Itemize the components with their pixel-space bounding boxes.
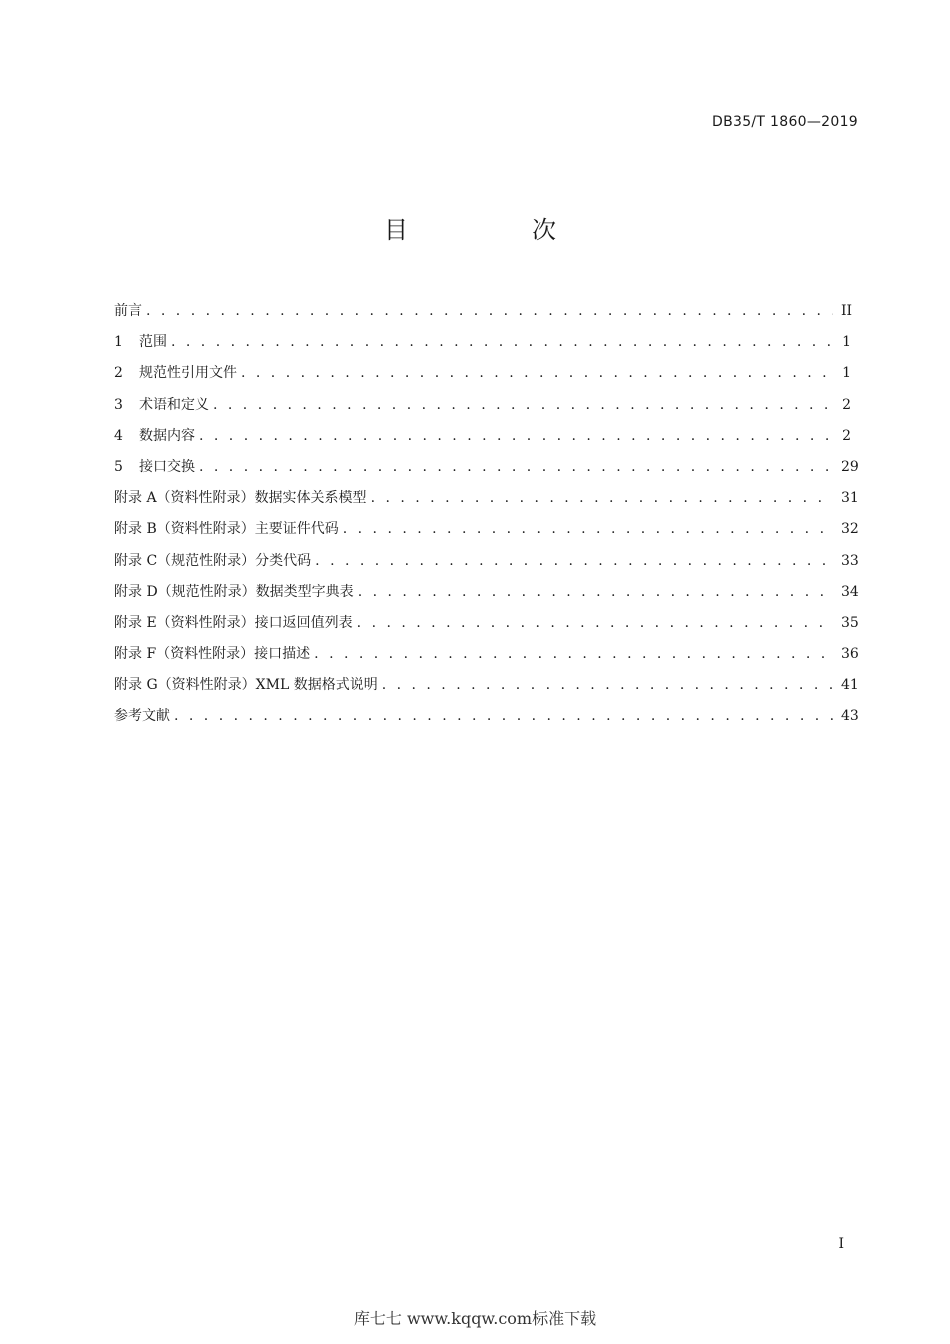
dot-leader: [314, 643, 833, 665]
toc-entry-title: 术语和定义: [139, 396, 209, 413]
toc-entry-number: 4: [114, 427, 123, 444]
toc-entry-appendix-label: 附录 E（资料性附录）: [114, 614, 255, 631]
toc-entry-appendix-g[interactable]: [114, 674, 859, 705]
dot-leader: [199, 425, 833, 447]
dot-leader: [358, 581, 833, 603]
toc-entry-title: 主要证件代码: [254, 521, 339, 538]
toc-entry-page: 35: [841, 614, 859, 631]
toc-entry-appendix-label: 附录 A（资料性附录）: [114, 490, 255, 507]
toc-entry-appendix-label: 附录 D（规范性附录）: [114, 583, 256, 600]
toc-entry-title: 接口返回值列表: [254, 614, 353, 631]
toc-entry-title: 参考文献: [114, 708, 170, 725]
dot-leader: [213, 394, 833, 416]
toc-entry-page: 29: [841, 458, 859, 475]
toc-entry-page: 43: [841, 708, 859, 725]
toc-entry-appendix-label: 附录 C（规范性附录）: [114, 552, 256, 569]
toc-entry-appendix-a[interactable]: [114, 487, 859, 518]
toc-entry-scope[interactable]: [114, 331, 851, 362]
toc-entry-page: 1: [842, 365, 851, 382]
toc-entry-number: 5: [114, 458, 123, 475]
toc-entry-title: XML 数据格式说明: [255, 677, 378, 694]
dot-leader: [241, 362, 833, 384]
dot-leader: [174, 705, 833, 727]
toc-entry-title: 接口交换: [139, 458, 195, 475]
toc-entry-page: 1: [842, 334, 851, 351]
toc-entry-page: II: [841, 303, 853, 319]
dot-leader: [382, 674, 833, 696]
toc-entry-title: 规范性引用文件: [139, 365, 237, 382]
dot-leader: [343, 518, 833, 540]
dot-leader: [199, 456, 833, 478]
toc-entry-title: 范围: [139, 334, 167, 351]
toc-entry-title: 分类代码: [255, 552, 312, 569]
toc-entry-page: 2: [842, 427, 851, 444]
toc-entry-appendix-d[interactable]: [114, 581, 859, 612]
toc-entry-appendix-b[interactable]: [114, 518, 859, 549]
toc-entry-page: 2: [842, 396, 851, 413]
toc-entry-foreword[interactable]: [114, 300, 851, 331]
footer-watermark: 库七七 www.kqqw.com标准下载: [353, 1309, 597, 1328]
toc-entry-appendix-label: 附录 B（资料性附录）: [114, 521, 255, 538]
toc-entry-interface-exchange[interactable]: [114, 456, 859, 487]
toc-entry-data-content[interactable]: [114, 425, 851, 456]
toc-entry-appendix-f[interactable]: [114, 643, 859, 674]
toc-entry-page: 31: [841, 490, 859, 507]
toc-entry-number: 2: [114, 365, 123, 382]
toc-entry-page: 41: [841, 677, 859, 694]
toc-entry-appendix-e[interactable]: [114, 612, 859, 643]
dot-leader: [146, 300, 833, 322]
dot-leader: [371, 487, 833, 509]
toc-entry-page: 32: [841, 521, 859, 538]
toc-entry-number: 1: [114, 334, 123, 351]
toc-entry-title: 数据实体关系模型: [254, 490, 367, 507]
toc-entry-page: 36: [841, 646, 859, 663]
toc-entry-appendix-label: 附录 F（资料性附录）: [114, 646, 255, 663]
toc-entry-page: 33: [841, 552, 859, 569]
toc-entry-terms-definitions[interactable]: [114, 394, 851, 425]
toc-entry-bibliography[interactable]: [114, 705, 859, 736]
dot-leader: [357, 612, 833, 634]
document-code: DB35/T 1860—2019: [712, 114, 858, 130]
page-number: I: [838, 1236, 844, 1252]
dot-leader: [171, 331, 833, 353]
toc-entry-page: 34: [841, 583, 859, 600]
dot-leader: [315, 550, 833, 572]
toc-entry-title: 接口描述: [254, 646, 311, 663]
toc-entry-title: 数据内容: [139, 427, 195, 444]
toc-entry-title: 数据类型字典表: [255, 583, 354, 600]
toc-entry-appendix-label: 附录 G（资料性附录）: [114, 677, 256, 694]
toc-entry-number: 3: [114, 396, 123, 413]
toc-entry-title: 前言: [114, 303, 142, 319]
toc-entry-normative-references[interactable]: [114, 362, 851, 393]
toc-title: 目 次: [384, 216, 606, 244]
toc-entry-appendix-c[interactable]: [114, 550, 859, 581]
table-of-contents: [114, 300, 859, 737]
